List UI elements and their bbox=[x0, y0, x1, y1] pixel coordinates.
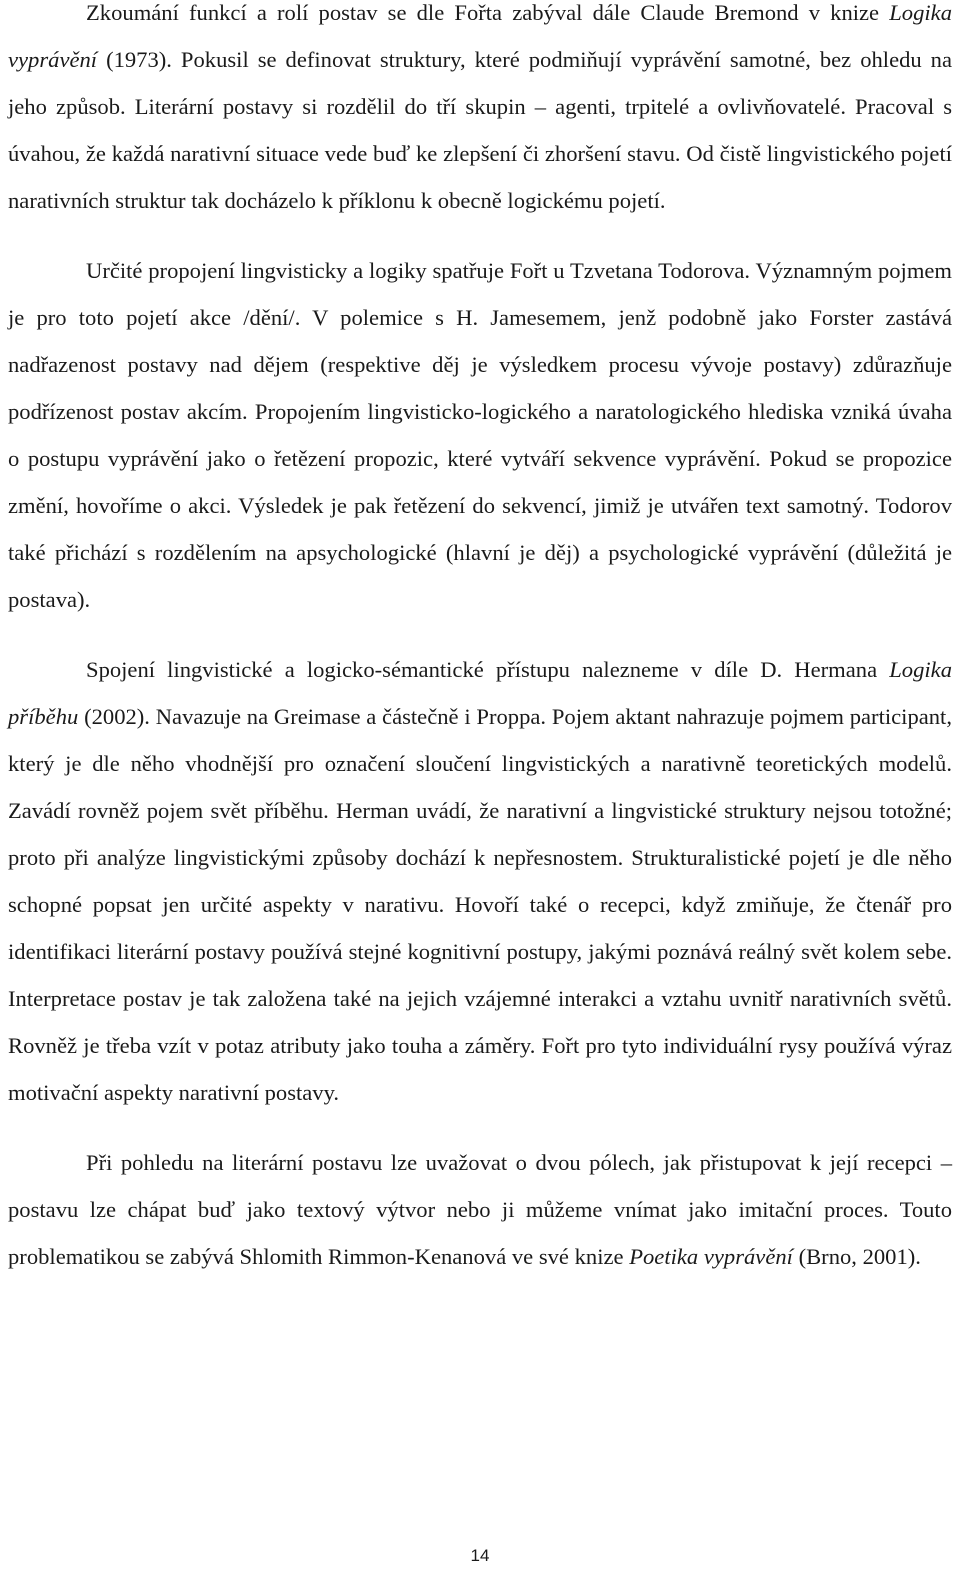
paragraph-spacer bbox=[8, 623, 952, 646]
paragraph-spacer bbox=[8, 224, 952, 247]
book-title: Poetika vyprávění bbox=[629, 1244, 793, 1269]
paragraph-bremond bbox=[8, 0, 952, 224]
paragraph-rimmon-kenan bbox=[8, 1139, 952, 1280]
book-title: Logika příběhu bbox=[8, 657, 952, 729]
paragraph-text: (2002). Navazuje na Greimase a částečně i Proppa. Pojem aktant nahrazuje pojmem participant, který je dle něho vhodnější pro označení sloučení lingvistických a narativně teoretických modelů. Zavádí rovněž pojem svět příběhu. Herman uvádí, že narativní a lingvistické struktury nejsou totožné; proto při analýze lingvistickými způsoby dochází k nepřesnostem. Strukturalistické pojetí je dle něho schopné popsat jen určité aspekty v narativu. Hovoří také o recepci, když zmiňuje, že čtenář pro identifikaci literární postavy používá stejné kognitivní postupy, jakými poznává reálný svět kolem sebe. Interpretace postav je tak založena také na jejich vzájemné interakci a vztahu uvnitř narativních světů. Rovněž je třeba vzít v potaz atributy jako touha a záměry. Fořt pro tyto individuální rysy používá výraz motivační aspekty narativní postavy. bbox=[8, 704, 952, 1105]
paragraph-spacer bbox=[8, 1116, 952, 1139]
paragraph-text: (Brno, 2001). bbox=[792, 1244, 921, 1269]
paragraph-herman bbox=[8, 646, 952, 1116]
paragraph-text: Spojení lingvistické a logicko-sémantické přístupu nalezneme v díle D. Hermana bbox=[86, 657, 890, 682]
page-number: 14 bbox=[470, 1546, 490, 1565]
paragraph-text: Při pohledu na literární postavu lze uvažovat o dvou pólech, jak přistupovat k její recepci – postavu lze chápat buď jako textový výtvor nebo ji můžeme vnímat jako imitační proces. Touto problematikou se zabývá Shlomith Rimmon-Kenanová ve své knize bbox=[8, 1150, 952, 1269]
paragraph-todorov bbox=[8, 247, 952, 623]
document-page bbox=[8, 0, 952, 1280]
paragraph-text: Zkoumání funkcí a rolí postav se dle Fořta zabýval dále Claude Bremond v knize bbox=[86, 0, 890, 25]
paragraph-text: (1973). Pokusil se definovat struktury, které podmiňují vyprávění samotné, bez ohledu na jeho způsob. Literární postavy si rozdělil do tří skupin – agenti, trpitelé a ovlivňovatelé. Pracoval s úvahou, že každá narativní situace vede buď ke zlepšení či zhoršení stavu. Od čistě lingvistického pojetí narativních struktur tak docházelo k příklonu k obecně logickému pojetí. bbox=[8, 47, 952, 213]
paragraph-text: Určité propojení lingvisticky a logiky spatřuje Fořt u Tzvetana Todorova. Významným pojmem je pro toto pojetí akce /dění/. V polemice s H. Jamesemem, jenž podobně jako Forster zastává nadřazenost postavy nad dějem (respektive děj je výsledkem procesu vývoje postavy) zdůrazňuje podřízenost postav akcím. Propojením lingvisticko-logického a naratologického hlediska vzniká úvaha o postupu vyprávění jako o řetězení propozic, které vytváří sekvence vyprávění. Pokud se propozice změní, hovoříme o akci. Výsledek je pak řetězení do sekvencí, jimiž je utvářen text samotný. Todorov také přichází s rozdělením na apsychologické (hlavní je děj) a psychologické vyprávění (důležitá je postava). bbox=[8, 258, 952, 612]
book-title: Logika vyprávění bbox=[8, 0, 952, 72]
